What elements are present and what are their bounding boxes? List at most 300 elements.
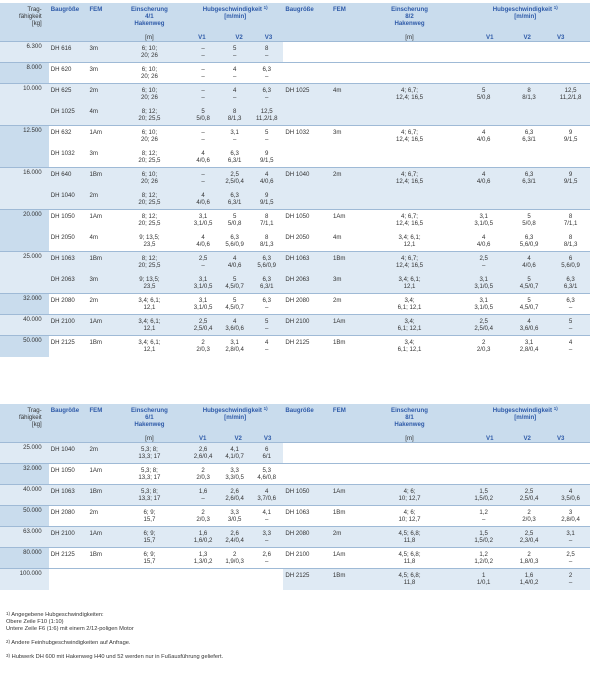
hook-path: 8; 12; 20; 25,5 bbox=[112, 210, 187, 231]
right-speed-v1: 4 4/0,6 bbox=[460, 168, 506, 210]
table-row bbox=[0, 485, 590, 506]
hook-path: 6; 10; 20; 26 bbox=[112, 63, 187, 84]
speed-v3: 5 – bbox=[250, 315, 283, 336]
fem: 3m bbox=[89, 149, 98, 157]
fem: 2m bbox=[87, 443, 111, 464]
right-size: DH 1040 bbox=[283, 168, 331, 210]
right-speed-v1: 1 1/0,1 bbox=[460, 569, 506, 590]
right-size: DH 1032 bbox=[283, 126, 331, 168]
right-hook-path: 4; 6,7; 12,4; 16,5 bbox=[359, 84, 461, 126]
right-hook-path: 4; 6,7; 12,4; 16,5 bbox=[359, 210, 461, 231]
right-fem: 2m bbox=[331, 294, 359, 315]
speed-v2: 4,1 4,1/0,7 bbox=[219, 443, 250, 464]
hook-path: 9; 13,5; 23,5 bbox=[112, 273, 187, 294]
table-row bbox=[0, 210, 590, 231]
hook-path: 3,4; 6,1; 12,1 bbox=[112, 336, 187, 357]
size: DH 2050 bbox=[50, 233, 75, 241]
right-speed-v3 bbox=[551, 42, 590, 63]
right-speed-v2 bbox=[507, 443, 551, 464]
right-speed-v2: 2,5 2,3/0,4 bbox=[507, 527, 551, 548]
table-row bbox=[0, 443, 590, 464]
reeving-header: Einscherung 4/1 Hakenweg [m] bbox=[112, 3, 187, 42]
capacity-cell: 50.000 bbox=[0, 506, 49, 527]
speed-v2: 4 3,6/0,6 bbox=[219, 315, 250, 336]
hook-path: 8; 12; 20; 25,5 bbox=[138, 149, 161, 164]
right-speed-v1 bbox=[460, 63, 506, 84]
size: DH 1040 bbox=[49, 189, 88, 210]
fem: 1Bm bbox=[87, 168, 111, 189]
hook-path: 3,4; 6,1; 12,1 bbox=[112, 315, 187, 336]
fem: 4m bbox=[89, 233, 98, 241]
right-speed-v2: 3,1 2,8/0,4 bbox=[507, 336, 551, 357]
size: DH 1025 bbox=[49, 105, 88, 126]
speed-v1: 2,6 2,6/0,4 bbox=[187, 443, 219, 464]
speed-v2: 8 8/1,3 bbox=[219, 105, 250, 126]
right-speed-v1: 2,5 2,5/0,4 bbox=[460, 315, 506, 336]
right-speed-v3: 6 5,6/0,9 bbox=[551, 252, 590, 273]
right-speed-v3: 8 7/1,1 bbox=[551, 210, 590, 231]
table-row bbox=[0, 126, 590, 147]
speed-v2: 3,1 2,8/0,4 bbox=[219, 336, 250, 357]
right-fem: 3m bbox=[331, 273, 359, 294]
fem: 1Bm bbox=[87, 336, 111, 357]
speed-v3: 9 9/1,5 bbox=[250, 189, 283, 210]
speed-v2: 3,1 – bbox=[219, 126, 250, 147]
right-fem: 1Bm bbox=[331, 506, 359, 527]
fem: 1Am bbox=[87, 210, 111, 231]
right-speed-v2 bbox=[507, 464, 551, 485]
speed-v3: 4 – bbox=[250, 336, 283, 357]
speed-v3 bbox=[250, 569, 283, 590]
speed-v1: 3,1 3,1/0,5 bbox=[187, 294, 219, 315]
right-speed-v2: 2,5 2,5/0,4 bbox=[507, 485, 551, 506]
right-fem: 1Bm bbox=[331, 252, 359, 273]
table-row bbox=[0, 569, 590, 590]
right-speed-v2: 2 2/0,3 bbox=[507, 506, 551, 527]
right-speed-v1: 1,2 1,2/0,2 bbox=[460, 548, 506, 569]
right-hook-path bbox=[359, 443, 461, 464]
table-row bbox=[0, 168, 590, 189]
right-speed-v2: 5 4,5/0,7 bbox=[507, 273, 551, 294]
capacity-cell: 32.000 bbox=[0, 294, 49, 315]
hook-path: 6; 9; 15,7 bbox=[112, 527, 187, 548]
size: DH 616 bbox=[49, 42, 88, 63]
speed-v2: 5 – bbox=[219, 42, 250, 63]
right-speed-v3: 4 – bbox=[551, 336, 590, 357]
hook-path: 6; 10; 20; 26 bbox=[112, 84, 187, 105]
right-hook-path: 4; 6; 10; 12,7 bbox=[359, 485, 461, 506]
fem-header-right: FEM bbox=[331, 3, 359, 42]
right-speed-v3 bbox=[551, 464, 590, 485]
right-fem: 4m bbox=[332, 233, 342, 241]
fem-header: FEM bbox=[87, 3, 111, 42]
right-fem bbox=[331, 443, 359, 464]
right-hook-path bbox=[359, 42, 461, 63]
right-fem bbox=[331, 63, 359, 84]
table-row bbox=[0, 527, 590, 548]
table-row bbox=[0, 231, 590, 252]
right-size bbox=[283, 443, 331, 464]
reeving-header-2-right: Einscherung 8/1 Hakenweg [m] bbox=[359, 404, 461, 443]
fem: 3m bbox=[87, 273, 111, 294]
speed-v1: 5 5/0,8 bbox=[187, 105, 219, 126]
capacity-cell: 25.000 bbox=[0, 252, 49, 294]
right-size bbox=[283, 63, 331, 84]
right-fem: 2m bbox=[331, 168, 359, 210]
right-hook-path: 3,4; 6,1; 12,1 bbox=[359, 273, 461, 294]
speed-v1: 1,6 – bbox=[187, 485, 219, 506]
right-speed-v3: 8 8/1,3 bbox=[563, 233, 578, 248]
hoist-table-2 bbox=[0, 404, 590, 590]
capacity-cell: 10.000 bbox=[0, 84, 49, 126]
speed-v1: – – bbox=[187, 168, 219, 189]
right-hook-path: 4; 6,7; 12,4; 16,5 bbox=[359, 168, 461, 210]
right-speed-v3 bbox=[551, 63, 590, 84]
right-hook-path: 4,5; 6,8; 11,8 bbox=[359, 548, 461, 569]
hoist-table-1 bbox=[0, 3, 590, 357]
capacity-cell: 12.500 bbox=[0, 126, 49, 168]
speed-header-2-right: Hubgeschwindigkeit $^{1)}$ [m/min] V1 V2 V3 bbox=[460, 404, 590, 443]
size-header: Baugröße bbox=[49, 3, 88, 42]
right-speed-v3: 2,5 – bbox=[551, 548, 590, 569]
right-speed-v2: 5 5/0,8 bbox=[507, 210, 551, 231]
hook-path: 9; 13,5; 23,5 bbox=[139, 233, 160, 248]
speed-v3: 12,5 11,2/1,8 bbox=[250, 105, 283, 126]
speed-v3: 9 9/1,5 bbox=[259, 149, 274, 164]
size: DH 1050 bbox=[49, 210, 88, 231]
right-speed-v2: 6,3 6,3/1 bbox=[507, 168, 551, 210]
right-size: DH 2100 bbox=[283, 315, 331, 336]
speed-v2 bbox=[219, 569, 250, 590]
right-speed-v2: 4 3,6/0,6 bbox=[507, 315, 551, 336]
right-hook-path: 4; 6,7; 12,4; 16,5 bbox=[359, 126, 461, 168]
right-fem bbox=[331, 42, 359, 63]
speed-v3: 8 8/1,3 bbox=[259, 233, 274, 248]
speed-v3: 6,3 – bbox=[250, 63, 283, 84]
speed-v2: 5 5/0,8 bbox=[219, 210, 250, 231]
table-row bbox=[0, 273, 590, 294]
capacity-cell: 20.000 bbox=[0, 210, 49, 252]
size bbox=[49, 569, 88, 590]
speed-v3: 6,3 – bbox=[250, 294, 283, 315]
right-speed-v3: 3 2,8/0,4 bbox=[551, 506, 590, 527]
fem: 1Bm bbox=[87, 548, 111, 569]
reeving-header-right: Einscherung 8/2 Hakenweg [m] bbox=[359, 3, 461, 42]
right-speed-v1: 4 4/0,6 bbox=[460, 126, 506, 168]
capacity-cell: 8.000 bbox=[0, 63, 49, 84]
right-speed-v2: 1,6 1,4/0,2 bbox=[507, 569, 551, 590]
right-speed-v3: 12,5 11,2/1,8 bbox=[551, 84, 590, 126]
speed-v2: 6,3 5,6/0,9 bbox=[225, 233, 244, 248]
right-hook-path bbox=[359, 63, 461, 84]
speed-v2: 2,5 2,5/0,4 bbox=[219, 168, 250, 189]
right-size: DH 2125 bbox=[283, 569, 331, 590]
right-speed-v1: 1,2 – bbox=[460, 506, 506, 527]
capacity-cell: 50.000 bbox=[0, 336, 49, 357]
capacity-header-2: Trag- fähigkeit [kg] bbox=[0, 404, 49, 443]
speed-v2: 5 4,5/0,7 bbox=[219, 294, 250, 315]
fem: 1Am bbox=[87, 464, 111, 485]
footnote-1: $^{1)}$ Angegebene Hubgeschwindigkeiten: Obere Zeile F10 (1:10) Untere Zeile F6 (1:6) mit einem 2/12-poligen Motor bbox=[6, 611, 134, 632]
speed-v1: 4 4/0,6 bbox=[196, 149, 210, 164]
hook-path: 8; 12; 20; 25,5 bbox=[112, 189, 187, 210]
right-hook-path: 4; 6; 10; 12,7 bbox=[359, 506, 461, 527]
speed-v3: 8 – bbox=[250, 42, 283, 63]
right-size: DH 2063 bbox=[283, 273, 331, 294]
speed-v2: 2,6 2,6/0,4 bbox=[219, 485, 250, 506]
right-size bbox=[283, 42, 331, 63]
fem: 2m bbox=[87, 506, 111, 527]
right-hook-path: 3,4; 6,1; 12,1 bbox=[359, 336, 461, 357]
right-size: DH 2125 bbox=[283, 336, 331, 357]
size-header-right: Baugröße bbox=[283, 3, 331, 42]
right-speed-v1: 3,1 3,1/0,5 bbox=[460, 273, 506, 294]
speed-v1: 1,6 1,6/0,2 bbox=[187, 527, 219, 548]
speed-v2: 2,6 2,4/0,4 bbox=[219, 527, 250, 548]
size: DH 2063 bbox=[49, 273, 88, 294]
hook-path: 6; 10; 20; 26 bbox=[112, 42, 187, 63]
table-row bbox=[0, 548, 590, 569]
hook-path: 6; 9; 15,7 bbox=[112, 506, 187, 527]
right-fem: 3m bbox=[331, 126, 359, 168]
table-row bbox=[0, 84, 590, 105]
right-speed-v1: 4 4/0,6 bbox=[476, 233, 491, 248]
right-fem: 1Am bbox=[331, 485, 359, 506]
right-size: DH 2080 bbox=[283, 294, 331, 315]
speed-v1: – – bbox=[187, 126, 219, 147]
right-size: DH 1063 bbox=[283, 506, 331, 527]
capacity-cell: 6.300 bbox=[0, 42, 49, 63]
right-speed-v2: 8 8/1,3 bbox=[507, 84, 551, 126]
fem bbox=[87, 569, 111, 590]
right-speed-v1: 2 2/0,3 bbox=[460, 336, 506, 357]
speed-v1: 3,1 3,1/0,5 bbox=[187, 210, 219, 231]
right-fem: 1Am bbox=[331, 315, 359, 336]
fem-header-2-right: FEM bbox=[331, 404, 359, 443]
table-row bbox=[0, 315, 590, 336]
footnotes bbox=[6, 612, 586, 668]
size: DH 1040 bbox=[49, 443, 88, 464]
hook-path: 6; 9; 15,7 bbox=[112, 548, 187, 569]
speed-v2: 4 – bbox=[219, 63, 250, 84]
right-speed-v3: 2 – bbox=[551, 569, 590, 590]
speed-v3: 6 6/1 bbox=[250, 443, 283, 464]
reeving-header-2: Einscherung 6/1 Hakenweg [m] bbox=[112, 404, 187, 443]
hook-path: 5,3; 8; 13,3; 17 bbox=[112, 485, 187, 506]
speed-v1: 2 2/0,3 bbox=[187, 506, 219, 527]
speed-v1: 4 4/0,6 bbox=[187, 189, 219, 210]
table-row bbox=[0, 506, 590, 527]
right-speed-v3: 9 9/1,5 bbox=[551, 168, 590, 210]
speed-v3: 6,3 5,6/0,9 bbox=[250, 252, 283, 273]
right-speed-v1: 5 5/0,8 bbox=[460, 84, 506, 126]
right-speed-v1 bbox=[460, 42, 506, 63]
right-speed-v3: 5 – bbox=[551, 315, 590, 336]
speed-v3: 5 – bbox=[250, 126, 283, 147]
fem: 1Am bbox=[87, 126, 111, 147]
right-speed-v3: 3,1 – bbox=[551, 527, 590, 548]
speed-v3: 6,3 – bbox=[250, 84, 283, 105]
hook-path: 6; 10; 20; 26 bbox=[112, 168, 187, 189]
right-speed-v1: 1,5 1,5/0,2 bbox=[460, 485, 506, 506]
right-size bbox=[283, 464, 331, 485]
right-speed-v1: 3,1 3,1/0,5 bbox=[460, 210, 506, 231]
capacity-header: Trag- fähigkeit [kg] bbox=[0, 3, 49, 42]
right-speed-v3: 6,3 – bbox=[551, 294, 590, 315]
right-hook-path bbox=[359, 464, 461, 485]
fem: 1Bm bbox=[87, 485, 111, 506]
right-speed-v3: 4 3,5/0,6 bbox=[551, 485, 590, 506]
speed-v3: 6,3 6,3/1 bbox=[250, 273, 283, 294]
right-speed-v1 bbox=[460, 443, 506, 464]
table-row bbox=[0, 294, 590, 315]
right-speed-v1 bbox=[460, 464, 506, 485]
size: DH 2100 bbox=[49, 527, 88, 548]
right-speed-v3: 9 9/1,5 bbox=[551, 126, 590, 168]
speed-v2: 4 – bbox=[219, 84, 250, 105]
speed-v2: 4 4/0,6 bbox=[219, 252, 250, 273]
speed-v1 bbox=[187, 569, 219, 590]
speed-v1: 2,5 – bbox=[187, 252, 219, 273]
right-fem: 1Bm bbox=[331, 336, 359, 357]
right-speed-v1: 1,5 1,5/0,2 bbox=[460, 527, 506, 548]
speed-v1: 2 2/0,3 bbox=[187, 464, 219, 485]
speed-v2: 6,3 6,3/1 bbox=[219, 189, 250, 210]
table-row bbox=[0, 464, 590, 485]
footnote-3: $^{3)}$ Hubwerk DH 600 mit Hakenweg H40 und 52 werden nur in Fußausführung geliefert. bbox=[6, 653, 224, 660]
size: DH 2100 bbox=[49, 315, 88, 336]
size: DH 620 bbox=[49, 63, 88, 84]
speed-v1: – – bbox=[187, 84, 219, 105]
speed-v1: 2 2/0,3 bbox=[187, 336, 219, 357]
size: DH 1063 bbox=[49, 485, 88, 506]
right-fem bbox=[331, 464, 359, 485]
right-size: DH 2100 bbox=[283, 548, 331, 569]
speed-v3: 4 3,7/0,6 bbox=[250, 485, 283, 506]
hook-path: 5,3; 8; 13,3; 17 bbox=[112, 443, 187, 464]
right-speed-v2 bbox=[507, 63, 551, 84]
fem: 1Bm bbox=[87, 252, 111, 273]
speed-header-right: Hubgeschwindigkeit $^{1)}$ [m/min] V1 V2 V3 bbox=[460, 3, 590, 42]
speed-v1: – – bbox=[187, 63, 219, 84]
right-fem: 4m bbox=[331, 84, 359, 126]
footnote-2: $^{2)}$ Andere Feinhubgeschwindigkeiten auf Anfrage. bbox=[6, 639, 131, 646]
size: DH 1063 bbox=[49, 252, 88, 273]
right-fem: 1Am bbox=[331, 210, 359, 231]
right-speed-v1: 2,5 – bbox=[460, 252, 506, 273]
hook-path: 8; 12; 20; 25,5 bbox=[112, 252, 187, 273]
right-speed-v2: 2 1,8/0,3 bbox=[507, 548, 551, 569]
right-speed-v2: 6,3 6,3/1 bbox=[507, 126, 551, 168]
size: DH 1050 bbox=[49, 464, 88, 485]
fem: 2m bbox=[87, 189, 111, 210]
hook-path: 5,3; 8; 13,3; 17 bbox=[112, 464, 187, 485]
right-size: DH 1063 bbox=[283, 252, 331, 273]
right-speed-v1: 3,1 3,1/0,5 bbox=[460, 294, 506, 315]
size: DH 2125 bbox=[49, 336, 88, 357]
right-speed-v2: 5 4,5/0,7 bbox=[507, 294, 551, 315]
capacity-cell: 80.000 bbox=[0, 548, 49, 569]
right-speed-v3 bbox=[551, 443, 590, 464]
right-size: DH 2080 bbox=[283, 527, 331, 548]
right-speed-v2: 4 4/0,6 bbox=[507, 252, 551, 273]
speed-header-2: Hubgeschwindigkeit $^{1)}$ [m/min] V1 V2 V3 bbox=[187, 404, 283, 443]
capacity-cell: 40.000 bbox=[0, 315, 49, 336]
fem: 2m bbox=[87, 294, 111, 315]
hook-path: 8; 12; 20; 25,5 bbox=[112, 105, 187, 126]
speed-v2: 5 4,5/0,7 bbox=[219, 273, 250, 294]
speed-v2: 2 1,9/0,3 bbox=[219, 548, 250, 569]
right-size: DH 1050 bbox=[283, 210, 331, 231]
speed-v1: 3,1 3,1/0,5 bbox=[187, 273, 219, 294]
right-size: DH 1025 bbox=[283, 84, 331, 126]
speed-v3: 4 4/0,6 bbox=[250, 168, 283, 189]
speed-v3: 3,3 – bbox=[250, 527, 283, 548]
right-speed-v2: 6,3 5,6/0,9 bbox=[519, 233, 539, 248]
fem: 3m bbox=[87, 42, 111, 63]
table-row bbox=[0, 63, 590, 84]
capacity-cell: 40.000 bbox=[0, 485, 49, 506]
speed-v1: 2,5 2,5/0,4 bbox=[187, 315, 219, 336]
speed-v3: 8 7/1,1 bbox=[250, 210, 283, 231]
hook-path: 3,4; 6,1; 12,1 bbox=[112, 294, 187, 315]
hook-path bbox=[112, 569, 187, 590]
capacity-cell: 63.000 bbox=[0, 527, 49, 548]
right-speed-v2 bbox=[507, 42, 551, 63]
speed-header: Hubgeschwindigkeit $^{1)}$ [m/min] V1 V2 V3 bbox=[187, 3, 283, 42]
table-row bbox=[0, 252, 590, 273]
speed-v1: 1,3 1,3/0,2 bbox=[187, 548, 219, 569]
capacity-cell: 32.000 bbox=[0, 464, 49, 485]
capacity-cell: 16.000 bbox=[0, 168, 49, 210]
right-hook-path: 3,4; 6,1; 12,1 bbox=[398, 233, 421, 248]
speed-v2: 6,3 6,3/1 bbox=[227, 149, 242, 164]
size: DH 632 bbox=[49, 126, 88, 147]
size: DH 1032 bbox=[50, 149, 75, 157]
right-hook-path: 3,4; 6,1; 12,1 bbox=[359, 315, 461, 336]
speed-v1: 4 4/0,6 bbox=[196, 233, 210, 248]
size: DH 2080 bbox=[49, 506, 88, 527]
capacity-cell: 25.000 bbox=[0, 443, 49, 464]
speed-v3: 2,6 – bbox=[250, 548, 283, 569]
right-hook-path: 4; 6,7; 12,4; 16,5 bbox=[359, 252, 461, 273]
right-size: DH 2050 bbox=[285, 233, 310, 241]
speed-v2: 3,3 3,3/0,5 bbox=[219, 464, 250, 485]
fem: 1Am bbox=[87, 315, 111, 336]
size-header-2: Baugröße bbox=[49, 404, 88, 443]
right-hook-path: 4,5; 6,8; 11,8 bbox=[359, 527, 461, 548]
right-speed-v3: 6,3 6,3/1 bbox=[551, 273, 590, 294]
size: DH 2125 bbox=[49, 548, 88, 569]
right-fem: 1Bm bbox=[331, 569, 359, 590]
table-row bbox=[0, 336, 590, 357]
fem: 2m bbox=[87, 84, 111, 105]
right-fem: 2m bbox=[331, 527, 359, 548]
fem: 1Am bbox=[87, 527, 111, 548]
right-size: DH 1050 bbox=[283, 485, 331, 506]
speed-v1: – – bbox=[187, 42, 219, 63]
size: DH 2080 bbox=[49, 294, 88, 315]
right-hook-path: 4,5; 6,8; 11,8 bbox=[359, 569, 461, 590]
speed-v2: 3,3 3/0,5 bbox=[219, 506, 250, 527]
table-row bbox=[0, 42, 590, 63]
fem-header-2: FEM bbox=[87, 404, 111, 443]
size-header-2-right: Baugröße bbox=[283, 404, 331, 443]
size: DH 625 bbox=[49, 84, 88, 105]
capacity-cell: 100.000 bbox=[0, 569, 49, 590]
speed-v3: 5,3 4,6/0,8 bbox=[250, 464, 283, 485]
hook-path: 6; 10; 20; 26 bbox=[112, 126, 187, 147]
